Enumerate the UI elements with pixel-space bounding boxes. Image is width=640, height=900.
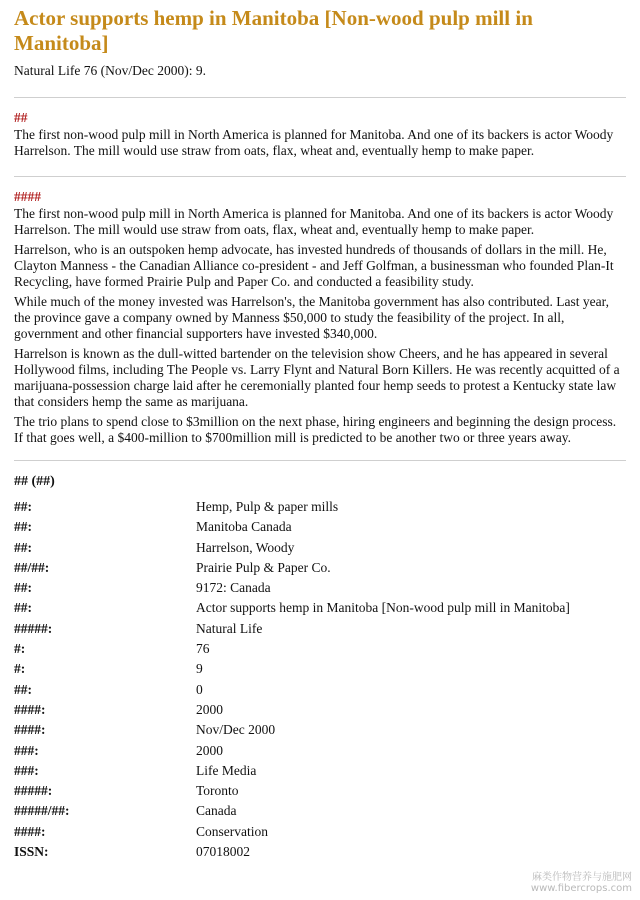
details-row [14, 600, 570, 620]
details-value: Conservation [196, 823, 268, 839]
details-value: 07018002 [196, 844, 250, 860]
details-label: ###: [14, 742, 39, 758]
details-row [14, 763, 570, 783]
details-row [14, 722, 570, 742]
article-citation: Natural Life 76 (Nov/Dec 2000): 9. [14, 63, 206, 78]
details-label: ISSN: [14, 844, 49, 860]
fulltext-paragraph: The first non-wood pulp mill in North America is planned for Manitoba. And one of its backers is actor Woody Harrelson. The mill would use straw from oats, flax, wheat and, eventually hemp to make paper. [14, 206, 614, 237]
details-table [14, 499, 570, 864]
abstract-heading: ## [14, 110, 28, 125]
fulltext-paragraph: The trio plans to spend close to $3million on the next phase, hiring engineers and beginning the design process. If that goes well, a $400-million to $700million mill is predicted to be another two or three years away. [14, 414, 617, 445]
details-label: ##: [14, 600, 32, 616]
fulltext-paragraph: While much of the money invested was Harrelson's, the Manitoba government has also contributed. Last year, the province gave a company owned by Manness $50,000 to study the feasibility of the project. In all, government and other financial supporters have invested $340,000. [14, 294, 609, 341]
abstract-text: The first non-wood pulp mill in North America is planned for Manitoba. And one of its backers is actor Woody Harrelson. The mill would use straw from oats, flax, wheat and, eventually hemp to make paper. [14, 127, 614, 158]
details-label: ####: [14, 722, 46, 738]
details-label: ###: [14, 762, 39, 778]
details-row [14, 824, 570, 844]
details-row [14, 560, 570, 580]
divider [14, 97, 626, 98]
watermark-line: 麻类作物营养与施肥网 [532, 872, 632, 883]
details-heading: ## (##) [14, 474, 55, 489]
divider [14, 176, 626, 177]
details-value: 9172: Canada [196, 580, 271, 596]
details-label: ##: [14, 539, 32, 555]
fulltext-paragraph: Harrelson is known as the dull-witted bartender on the television show Cheers, and he has appeared in several Hollywood films, including The People vs. Larry Flynt and Natural Born Killers. He was recently acquitted of a marijuana-possession charge laid after he ceremonially planted four hemp seeds to protest a Kentucky state law that considers hemp the same as marijuana. [14, 346, 620, 409]
details-row [14, 783, 570, 803]
details-value: 76 [196, 641, 210, 657]
details-label: ####: [14, 701, 46, 717]
article-title: Actor supports hemp in Manitoba [Non-wood pulp mill in Manitoba] [14, 6, 533, 55]
fulltext-section [14, 189, 626, 446]
details-value: Manitoba Canada [196, 519, 292, 535]
details-value: 0 [196, 681, 203, 697]
details-value: Toronto [196, 783, 239, 799]
details-row [14, 621, 570, 641]
details-value: 9 [196, 661, 203, 677]
details-label: ##: [14, 580, 32, 596]
abstract-section [14, 110, 626, 159]
details-label: #####/##: [14, 803, 70, 819]
details-label: #####: [14, 620, 53, 636]
details-label: ##/##: [14, 559, 50, 575]
details-label: #: [14, 641, 26, 657]
details-label: #: [14, 661, 26, 677]
site-watermark [531, 872, 632, 894]
details-value: Actor supports hemp in Manitoba [Non-wood pulp mill in Manitoba] [196, 600, 570, 616]
details-value: Natural Life [196, 620, 263, 636]
details-value: 2000 [196, 742, 223, 758]
details-row [14, 540, 570, 560]
details-label: ####: [14, 823, 46, 839]
fulltext-paragraph: Harrelson, who is an outspoken hemp advocate, has invested hundreds of thousands of dollars in the mill. He, Clayton Manness - the Canadian Alliance co-president - and Jeff Golfman, a businessman who founded Plan-It Recycling, have formed Prairie Pulp and Paper Co. and conducted a feasibility study. [14, 242, 614, 289]
details-row [14, 702, 570, 722]
details-section [14, 473, 626, 864]
details-row [14, 844, 570, 864]
details-row [14, 580, 570, 600]
fulltext-heading: #### [14, 189, 41, 204]
details-row [14, 743, 570, 763]
details-value: Hemp, Pulp & paper mills [196, 499, 339, 514]
details-row [14, 641, 570, 661]
details-row [14, 519, 570, 539]
details-value: Nov/Dec 2000 [196, 722, 276, 738]
details-row [14, 803, 570, 823]
watermark-url: www.fibercrops.com [530, 883, 632, 894]
details-value: 2000 [196, 701, 223, 717]
details-label: ##: [14, 519, 32, 535]
details-value: Prairie Pulp & Paper Co. [196, 559, 331, 575]
details-value: Life Media [196, 762, 257, 778]
divider [14, 460, 626, 461]
details-label: ##: [14, 499, 32, 514]
details-value: Canada [196, 803, 237, 819]
details-row [14, 682, 570, 702]
details-row [14, 661, 570, 681]
details-label: ##: [14, 681, 32, 697]
details-row [14, 499, 570, 519]
details-value: Harrelson, Woody [196, 539, 295, 555]
details-label: #####: [14, 783, 53, 799]
